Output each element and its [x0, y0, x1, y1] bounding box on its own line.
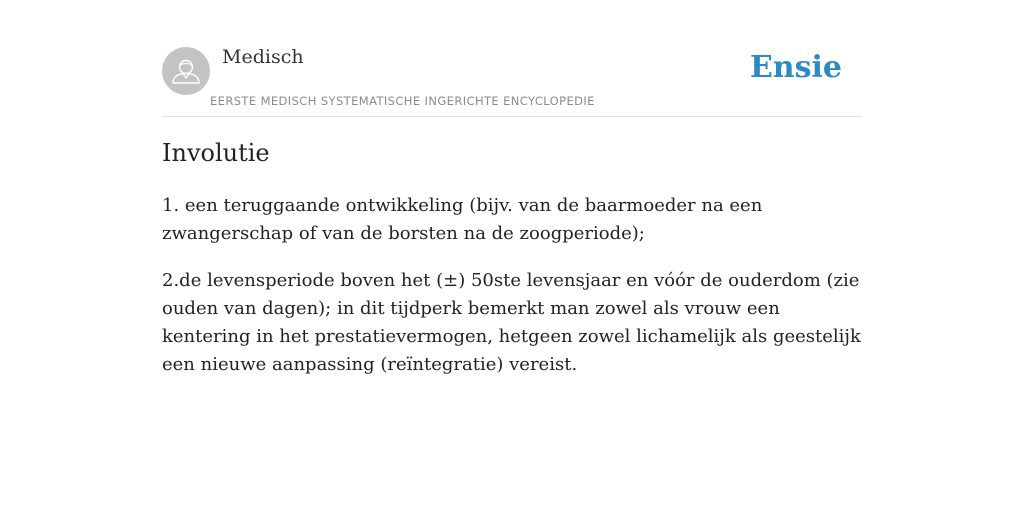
article-title: Involutie — [162, 139, 270, 167]
source-header — [162, 0, 862, 117]
source-name[interactable]: Medisch — [222, 46, 304, 68]
avatar[interactable] — [162, 47, 210, 95]
brand-logo-link[interactable]: Ensie — [749, 50, 842, 85]
source-subtitle: EERSTE MEDISCH SYSTEMATISCHE INGERICHTE ENCYCLOPEDIE — [210, 94, 595, 108]
definition-paragraph-2: 2.de levensperiode boven het (±) 50ste levensjaar en vóór de ouderdom (zie ouden van dagen); in dit tijdperk bemerkt man zowel als vrouw een kentering in het prestatievermogen, hetgeen zowel lichamelijk als geestelijk een nieuwe aanpassing (reïntegratie) vereist. — [162, 270, 861, 375]
user-icon — [162, 47, 210, 95]
definition-paragraph-1: 1. een teruggaande ontwikkeling (bijv. van de baarmoeder na een zwangerschap of van de borsten na de zoogperiode); — [162, 195, 763, 244]
page-container — [162, 0, 862, 375]
